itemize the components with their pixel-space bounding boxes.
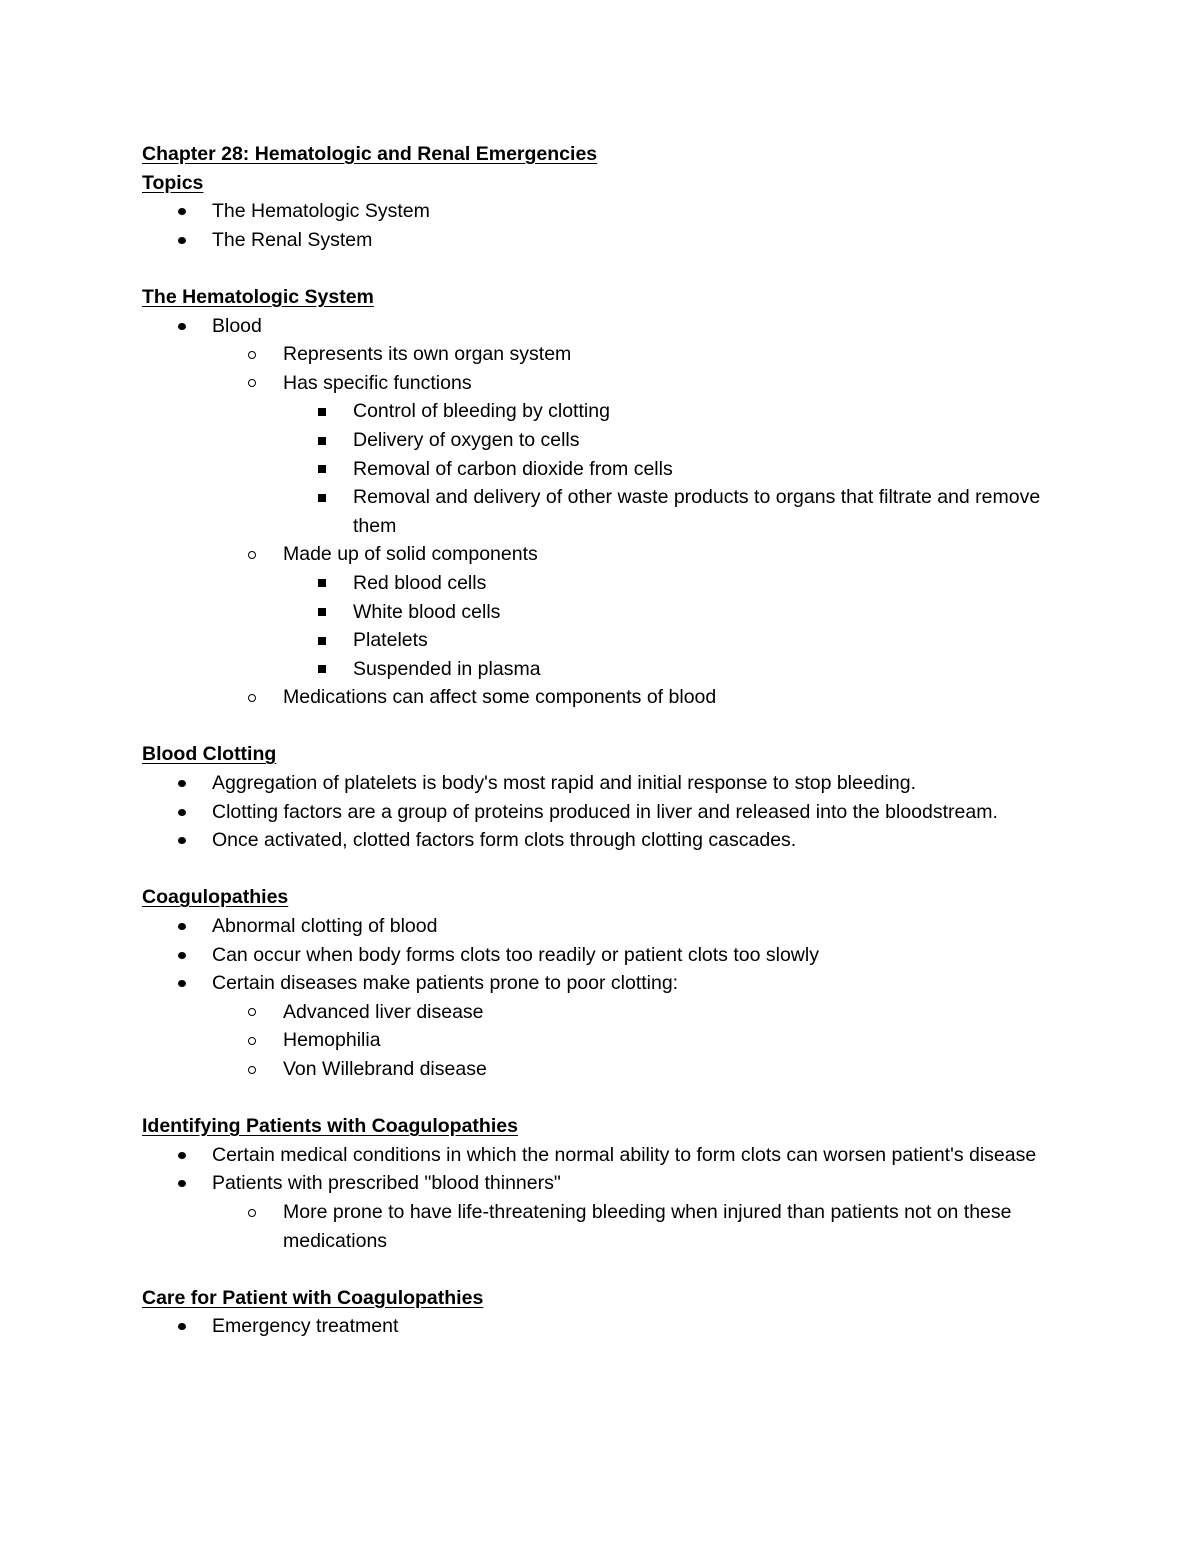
bullet-dot-icon — [178, 941, 186, 970]
bullet-circle-icon — [248, 1055, 256, 1084]
section-heading-hematologic: The Hematologic System — [142, 285, 374, 308]
bullet-dot-icon — [178, 1169, 186, 1198]
section-heading-care: Care for Patient with Coagulopathies — [142, 1286, 484, 1309]
list-item: Made up of solid components — [142, 540, 1057, 569]
bullet-circle-icon — [248, 369, 256, 398]
bullet-square-icon — [318, 455, 326, 484]
list-item: Represents its own organ system — [142, 340, 1057, 369]
bullet-circle-icon — [248, 998, 256, 1027]
notes-content — [142, 140, 1057, 1341]
bullet-square-icon — [318, 569, 326, 598]
list-item: Removal of carbon dioxide from cells — [142, 455, 1057, 484]
list-item: Hemophilia — [142, 1026, 1057, 1055]
bullet-circle-icon — [248, 1198, 256, 1227]
chapter-title: Chapter 28: Hematologic and Renal Emergencies — [142, 143, 598, 165]
list-item: Suspended in plasma — [142, 655, 1057, 684]
bullet-dot-icon — [178, 312, 186, 341]
list-item: Platelets — [142, 626, 1057, 655]
list-item: Von Willebrand disease — [142, 1055, 1057, 1084]
bullet-dot-icon — [178, 769, 186, 798]
bullet-circle-icon — [248, 1026, 256, 1055]
list-item: Patients with prescribed "blood thinners" — [142, 1169, 1057, 1198]
bullet-dot-icon — [178, 1312, 186, 1341]
list-item: Aggregation of platelets is body's most rapid and initial response to stop bleeding. — [142, 769, 1057, 798]
bullet-dot-icon — [178, 912, 186, 941]
bullet-square-icon — [318, 655, 326, 684]
list-item: Delivery of oxygen to cells — [142, 426, 1057, 455]
bullet-dot-icon — [178, 969, 186, 998]
bullet-dot-icon — [178, 1141, 186, 1170]
list-item: The Hematologic System — [142, 197, 1057, 226]
bullet-circle-icon — [248, 540, 256, 569]
section-heading-coagulopathies: Coagulopathies — [142, 886, 289, 909]
list-item: More prone to have life-threatening bleeding when injured than patients not on these medications — [142, 1198, 1057, 1255]
list-item: Certain diseases make patients prone to poor clotting: — [142, 969, 1057, 998]
section-heading-blood-clotting: Blood Clotting — [142, 743, 277, 766]
section-heading-identifying: Identifying Patients with Coagulopathies — [142, 1115, 518, 1138]
bullet-square-icon — [318, 598, 326, 627]
list-item: Blood — [142, 312, 1057, 341]
list-item: Medications can affect some components of blood — [142, 683, 1057, 712]
list-item: Emergency treatment — [142, 1312, 1057, 1341]
list-item: Advanced liver disease — [142, 998, 1057, 1027]
list-item: Has specific functions — [142, 369, 1057, 398]
list-item: White blood cells — [142, 598, 1057, 627]
bullet-dot-icon — [178, 197, 186, 226]
bullet-square-icon — [318, 483, 326, 512]
list-item: Can occur when body forms clots too readily or patient clots too slowly — [142, 941, 1057, 970]
bullet-square-icon — [318, 626, 326, 655]
bullet-square-icon — [318, 426, 326, 455]
list-item: The Renal System — [142, 226, 1057, 255]
list-item: Red blood cells — [142, 569, 1057, 598]
section-heading-topics: Topics — [142, 171, 204, 194]
bullet-dot-icon — [178, 226, 186, 255]
bullet-circle-icon — [248, 683, 256, 712]
list-item: Abnormal clotting of blood — [142, 912, 1057, 941]
list-item: Certain medical conditions in which the normal ability to form clots can worsen patient's disease — [142, 1141, 1057, 1170]
list-item: Once activated, clotted factors form clots through clotting cascades. — [142, 826, 1057, 855]
bullet-dot-icon — [178, 826, 186, 855]
list-item: Clotting factors are a group of proteins produced in liver and released into the bloodstream. — [142, 798, 1057, 827]
bullet-circle-icon — [248, 340, 256, 369]
bullet-dot-icon — [178, 798, 186, 827]
list-item: Removal and delivery of other waste products to organs that filtrate and remove them — [142, 483, 1057, 540]
bullet-square-icon — [318, 397, 326, 426]
list-item: Control of bleeding by clotting — [142, 397, 1057, 426]
